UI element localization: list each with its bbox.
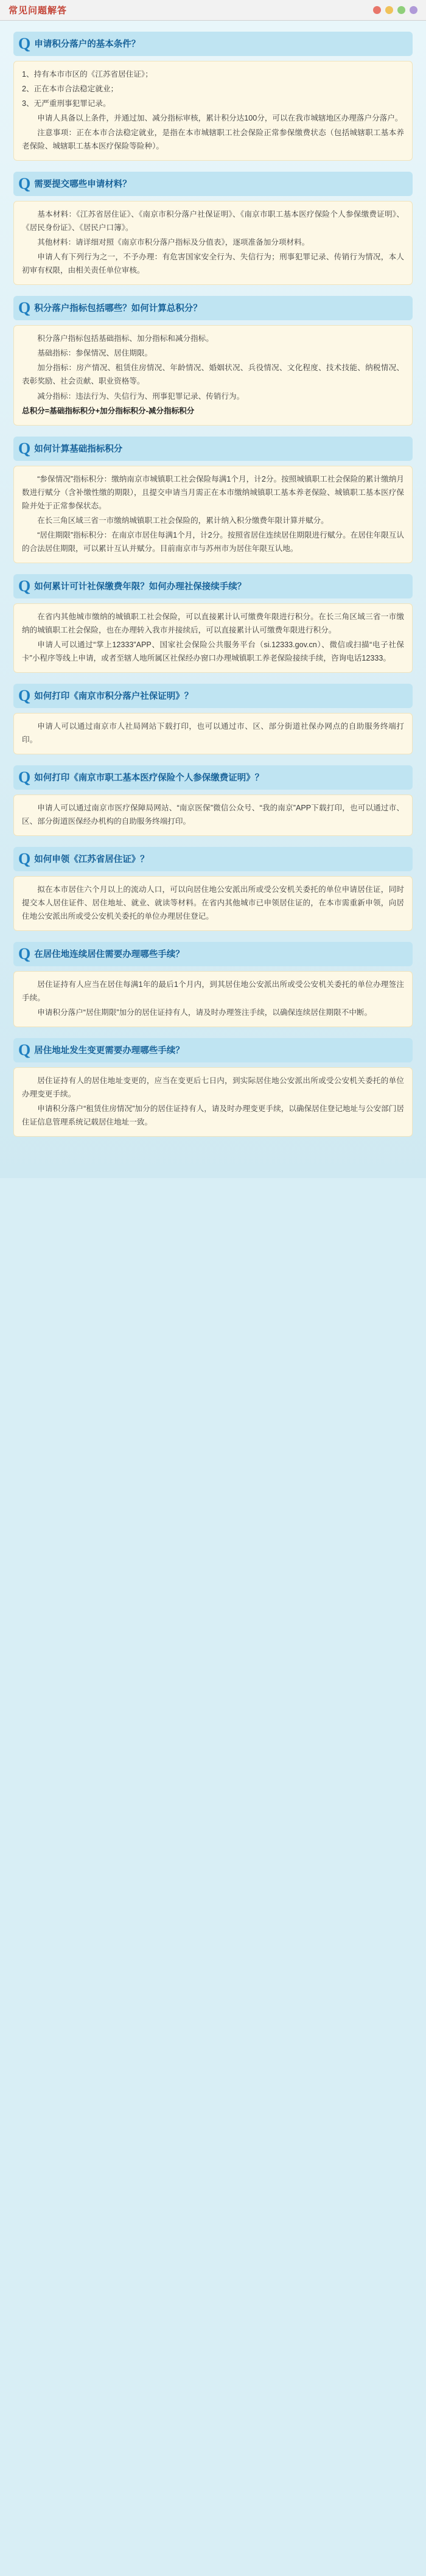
faq-question-text: 如何申领《江苏省居住证》？ xyxy=(34,855,149,865)
window-controls xyxy=(373,6,417,14)
faq-answer-line: 拟在本市居住六个月以上的流动人口，可以向居住地公安派出所或受公安机关委托的单位申请居住证，同时提交本人居住证件、居住地址、就业、就读等材料。在省内其他城市已申领居住证的，在本市需重新申领，向居住地公安派出所或受公安机关委托的单位办理居住登记。 xyxy=(22,885,404,921)
faq-answer xyxy=(13,795,413,836)
faq-answer-line: 申请人可以通过南京市人社局网站下载打印，也可以通过市、区、部分街道社保办网点的自助服务终端打印。 xyxy=(22,721,404,744)
faq-answer-line: 居住证持有人的居住地址变更的，应当在变更后七日内，到实际居住地公安派出所或受公安机关委托的单位办理变更手续。 xyxy=(22,1076,404,1099)
faq-answer xyxy=(13,971,413,1027)
faq-item xyxy=(13,1038,413,1137)
window-dot-yellow[interactable] xyxy=(385,6,393,14)
question-mark-icon: Q xyxy=(18,439,31,457)
faq-question[interactable] xyxy=(13,847,413,871)
faq-question-text: 居住地址发生变更需要办理哪些手续？ xyxy=(34,1046,184,1056)
faq-answer-line: 申请人具备以上条件，并通过加、减分指标审核，累计积分达100分，可以在我市城辖地区办理落户分落户。 xyxy=(37,114,403,123)
faq-answer-line: 3、无严重刑事犯罪记录。 xyxy=(22,99,111,108)
faq-answer-line: “居住期限”指标积分：在南京市居住每满1个月，计2分。按照省居住连续居住期限进行赋分。在居住年限互认的合法居住期限，可以累计互认并赋分。目前南京市与苏州市为居住年限互认地。 xyxy=(22,530,404,553)
question-mark-icon: Q xyxy=(18,945,31,963)
faq-item xyxy=(13,765,413,836)
faq-answer xyxy=(13,466,413,563)
window-titlebar xyxy=(0,0,426,21)
faq-question-text: 在居住地连续居住需要办理哪些手续？ xyxy=(34,950,184,960)
page-title: 常见问题解答 xyxy=(9,5,68,16)
faq-answer-line: 基本材料：《江苏省居住证》、《南京市积分落户社保证明》、《南京市职工基本医疗保险个人参保缴费证明》、《居民身份证》、《居民户口簿》。 xyxy=(22,210,404,233)
faq-question[interactable] xyxy=(13,172,413,196)
question-mark-icon: Q xyxy=(18,686,31,704)
faq-answer xyxy=(13,325,413,425)
faq-answer-line: 申请人有下列行为之一，不予办理：有危害国家安全行为、失信行为；刑事犯罪记录、传销行为情况，本人初审有权限，由相关责任单位审核。 xyxy=(22,253,404,275)
faq-question-text: 如何累计可计社保缴费年限？如何办理社保接续手续？ xyxy=(34,581,246,592)
faq-answer-line: 积分落户指标包括基础指标、加分指标和减分指标。 xyxy=(37,334,214,343)
window-dot-red[interactable] xyxy=(373,6,381,14)
question-mark-icon: Q xyxy=(18,35,31,52)
faq-question[interactable] xyxy=(13,684,413,708)
faq-answer-line: 居住证持有人应当在居住每满1年的最后1个月内，到其居住地公安派出所或受公安机关委托的单位办理签注手续。 xyxy=(22,980,404,1003)
faq-answer-line: 在长三角区域三省一市缴纳城镇职工社会保险的，累计纳入积分缴费年限计算并赋分。 xyxy=(37,516,329,525)
question-mark-icon: Q xyxy=(18,1041,31,1059)
faq-question[interactable] xyxy=(13,32,413,56)
faq-question-text: 积分落户指标包括哪些？如何计算总积分？ xyxy=(34,304,202,314)
question-mark-icon: Q xyxy=(18,768,31,786)
faq-item xyxy=(13,942,413,1027)
faq-answer-line: 申请人可以通过“掌上12333”APP、国家社会保险公共服务平台（si.12333.gov.cn）、微信或扫描“电子社保卡”小程序等线上申请，或者至辖人地所属区社保经办窗口办理城镇职工养老保险接续手续，咨询电话12333。 xyxy=(22,640,404,662)
question-mark-icon: Q xyxy=(18,850,31,868)
faq-answer xyxy=(13,713,413,754)
faq-answer-line: 其他材料：请详细对照《南京市积分落户指标及分值表》，逐项准备加分项材料。 xyxy=(37,238,310,247)
faq-answer xyxy=(13,201,413,285)
faq-item xyxy=(13,32,413,161)
faq-question[interactable] xyxy=(13,765,413,790)
faq-page xyxy=(0,0,426,1178)
faq-answer-line: 注意事项：正在本市合法稳定就业，是指在本市城辖职工社会保险正常参保缴费状态（包括城辖职工基本养老保险、城辖职工基本医疗保险等险种）。 xyxy=(22,128,404,151)
question-mark-icon: Q xyxy=(18,577,31,595)
window-dot-purple[interactable] xyxy=(410,6,417,14)
faq-question[interactable] xyxy=(13,942,413,966)
faq-answer-line: 减分指标：违法行为、失信行为、刑事犯罪记录、传销行为。 xyxy=(37,391,245,401)
faq-item xyxy=(13,437,413,563)
faq-question[interactable] xyxy=(13,437,413,461)
faq-answer xyxy=(13,1067,413,1137)
faq-list xyxy=(0,21,426,1154)
faq-answer-line: 在省内其他城市缴纳的城镇职工社会保险，可以直接累计认可缴费年限进行积分。在长三角区域三省一市缴纳的城镇职工社会保险，也在办理转入我市并接续后，可以直接累计认可缴费年限进行积分。 xyxy=(22,612,404,634)
window-dot-green[interactable] xyxy=(397,6,405,14)
faq-question[interactable] xyxy=(13,1038,413,1062)
faq-question-text: 需要提交哪些申请材料？ xyxy=(34,180,131,190)
question-mark-icon: Q xyxy=(18,175,31,193)
faq-question[interactable] xyxy=(13,574,413,598)
faq-question-text: 如何打印《南京市职工基本医疗保险个人参保缴费证明》？ xyxy=(34,773,264,783)
faq-item xyxy=(13,296,413,425)
faq-answer xyxy=(13,876,413,931)
faq-item xyxy=(13,684,413,754)
faq-answer-line: 基础指标：参保情况、居住期限。 xyxy=(37,349,153,358)
faq-question[interactable] xyxy=(13,296,413,320)
faq-answer-formula: 总积分=基础指标积分+加分指标积分-减分指标积分 xyxy=(22,406,195,415)
faq-answer-line: 申请人可以通过南京市医疗保障局网站、“南京医保”微信公众号、“我的南京”APP下载打印，也可以通过市、区、部分街道医保经办机构的自助服务终端打印。 xyxy=(22,804,404,826)
faq-answer-line: “参保情况”指标积分：缴纳南京市城镇职工社会保险每满1个月，计2分。按照城镇职工社会保险的累计缴纳月数进行赋分（含补缴性缴的期限），且提交申请当月需正在本市缴纳城镇职工基本养老保险、城镇职工基本医疗保险并处于正常参保状态。 xyxy=(22,474,404,510)
faq-answer-line: 申请积分落户“租赁住房情况”加分的居住证持有人，请及时办理变更手续，以确保居住登记地址与公安部门居住证信息管理系统记载居住地址一致。 xyxy=(22,1104,404,1127)
faq-item xyxy=(13,172,413,285)
faq-answer-line: 申请积分落户“居住期限”加分的居住证持有人，请及时办理签注手续，以确保连续居住期限不中断。 xyxy=(37,1008,372,1017)
faq-answer xyxy=(13,603,413,673)
faq-item xyxy=(13,847,413,931)
faq-question-text: 如何计算基础指标积分 xyxy=(34,444,123,454)
faq-answer xyxy=(13,61,413,161)
faq-answer-line: 2、正在本市合法稳定就业； xyxy=(22,85,119,94)
question-mark-icon: Q xyxy=(18,299,31,317)
faq-question-text: 如何打印《南京市积分落户社保证明》？ xyxy=(34,691,194,701)
faq-answer-line: 加分指标：房产情况、租赁住房情况、年龄情况、婚姻状况、兵役情况、文化程度、技术技能、纳税情况、表彰奖励、社会贡献、职业资格等。 xyxy=(22,363,404,386)
faq-item xyxy=(13,574,413,673)
faq-answer-line: 1、持有本市市区的《江苏省居住证》； xyxy=(22,70,153,79)
faq-question-text: 申请积分落户的基本条件？ xyxy=(34,40,141,49)
